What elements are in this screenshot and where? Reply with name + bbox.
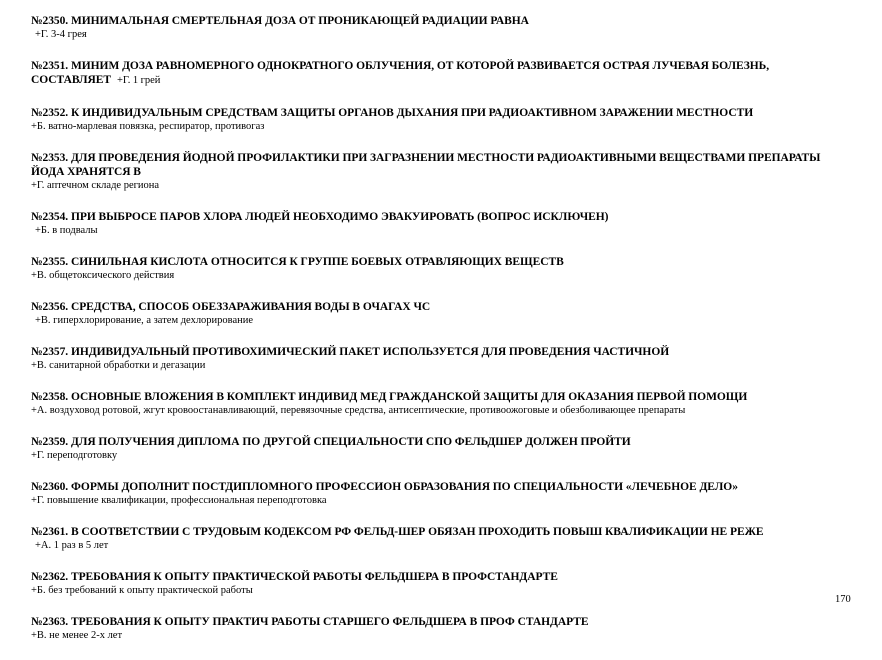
question-item: [31, 390, 851, 417]
question-item: [31, 525, 851, 552]
question-item: [31, 480, 851, 507]
question-text-content: №2351. МИНИМ ДОЗА РАВНОМЕРНОГО ОДНОКРАТНОГО ОБЛУЧЕНИЯ, ОТ КОТОРОЙ РАЗВИВАЕТСЯ ОСТРАЯ ЛУЧЕВАЯ БОЛЕЗНЬ, СОСТАВЛЯЕТ: [31, 60, 770, 86]
document-page: [31, 14, 851, 660]
question-text: №2354. ПРИ ВЫБРОСЕ ПАРОВ ХЛОРА ЛЮДЕЙ НЕОБХОДИМО ЭВАКУИРОВАТЬ (ВОПРОС ИСКЛЮЧЕН): [31, 211, 609, 223]
question-item: [31, 151, 851, 192]
question-item: [31, 300, 851, 327]
question-text: №2360. ФОРМЫ ДОПОЛНИТ ПОСТДИПЛОМНОГО ПРОФЕССИОН ОБРАЗОВАНИЯ ПО СПЕЦИАЛЬНОСТИ «ЛЕЧЕБНОЕ ДЕЛО»: [31, 481, 738, 493]
question-item: [31, 14, 851, 41]
answer-text: +В. санитарной обработки и дегазации: [31, 360, 206, 371]
answer-text: +Г. аптечном складе региона: [31, 180, 160, 191]
answer-text: +В. общетоксического действия: [31, 270, 175, 281]
question-text: №2363. ТРЕБОВАНИЯ К ОПЫТУ ПРАКТИЧ РАБОТЫ СТАРШЕГО ФЕЛЬДШЕРА В ПРОФ СТАНДАРТЕ: [31, 616, 589, 628]
question-text: №2361. В СООТВЕТСТВИИ С ТРУДОВЫМ КОДЕКСОМ РФ ФЕЛЬД-ШЕР ОБЯЗАН ПРОХОДИТЬ ПОВЫШ КВАЛИФИКАЦИИ НЕ РЕЖЕ: [31, 526, 764, 538]
question-item: [31, 345, 851, 372]
answer-text: +А. воздуховод ротовой, жгут кровоостанавливающий, перевязочные средства, антисептические, противоожоговые и обезболивающее препараты: [31, 405, 686, 416]
question-item: [31, 435, 851, 462]
question-text: №2355. СИНИЛЬНАЯ КИСЛОТА ОТНОСИТСЯ К ГРУППЕ БОЕВЫХ ОТРАВЛЯЮЩИХ ВЕЩЕСТВ: [31, 256, 564, 268]
question-text: №2359. ДЛЯ ПОЛУЧЕНИЯ ДИПЛОМА ПО ДРУГОЙ СПЕЦИАЛЬНОСТИ СПО ФЕЛЬДШЕР ДОЛЖЕН ПРОЙТИ: [31, 436, 631, 448]
question-item: [31, 59, 851, 88]
answer-text: +В. гиперхлорирование, а затем дехлорирование: [35, 315, 254, 326]
answer-text: +Г. 3-4 грея: [35, 29, 87, 40]
question-text: №2356. СРЕДСТВА, СПОСОБ ОБЕЗЗАРАЖИВАНИЯ ВОДЫ В ОЧАГАХ ЧС: [31, 301, 431, 313]
question-item: [31, 106, 851, 133]
question-text: №2350. МИНИМАЛЬНАЯ СМЕРТЕЛЬНАЯ ДОЗА ОТ ПРОНИКАЮЩЕЙ РАДИАЦИИ РАВНА: [31, 15, 529, 27]
question-text: №2358. ОСНОВНЫЕ ВЛОЖЕНИЯ В КОМПЛЕКТ ИНДИВИД МЕД ГРАЖДАНСКОЙ ЗАЩИТЫ ДЛЯ ОКАЗАНИЯ ПЕРВОЙ ПОМОЩИ: [31, 391, 748, 403]
question-text: [31, 59, 851, 88]
question-text: №2353. ДЛЯ ПРОВЕДЕНИЯ ЙОДНОЙ ПРОФИЛАКТИКИ ПРИ ЗАГРАЗНЕНИИ МЕСТНОСТИ РАДИОАКТИВНЫМИ ВЕЩЕСТВАМИ ПРЕПАРАТЫ ЙОДА ХРАНЯТСЯ В: [31, 152, 821, 178]
question-text: №2352. К ИНДИВИДУАЛЬНЫМ СРЕДСТВАМ ЗАЩИТЫ ОРГАНОВ ДЫХАНИЯ ПРИ РАДИОАКТИВНОМ ЗАРАЖЕНИИ МЕСТНОСТИ: [31, 107, 754, 119]
answer-text: +Г. переподготовку: [31, 450, 118, 461]
question-item: [31, 255, 851, 282]
question-text: №2362. ТРЕБОВАНИЯ К ОПЫТУ ПРАКТИЧЕСКОЙ РАБОТЫ ФЕЛЬДШЕРА В ПРОФСТАНДАРТЕ: [31, 571, 558, 583]
question-item: [31, 615, 851, 642]
question-text: №2357. ИНДИВИДУАЛЬНЫЙ ПРОТИВОХИМИЧЕСКИЙ ПАКЕТ ИСПОЛЬЗУЕТСЯ ДЛЯ ПРОВЕДЕНИЯ ЧАСТИЧНОЙ: [31, 346, 670, 358]
question-item: [31, 570, 851, 597]
page-number: 170: [835, 594, 851, 605]
answer-text: +Б. в подвалы: [35, 225, 98, 236]
answer-text: +Б. без требований к опыту практической работы: [31, 585, 253, 596]
answer-text: +Г. 1 грей: [117, 75, 161, 86]
answer-text: +А. 1 раз в 5 лет: [35, 540, 109, 551]
answer-text: +Г. повышение квалификации, профессиональная переподготовка: [31, 495, 327, 506]
question-item: [31, 210, 851, 237]
answer-text: +В. не менее 2-х лет: [31, 630, 123, 641]
answer-text: +Б. ватно-марлевая повязка, респиратор, противогаз: [31, 121, 265, 132]
